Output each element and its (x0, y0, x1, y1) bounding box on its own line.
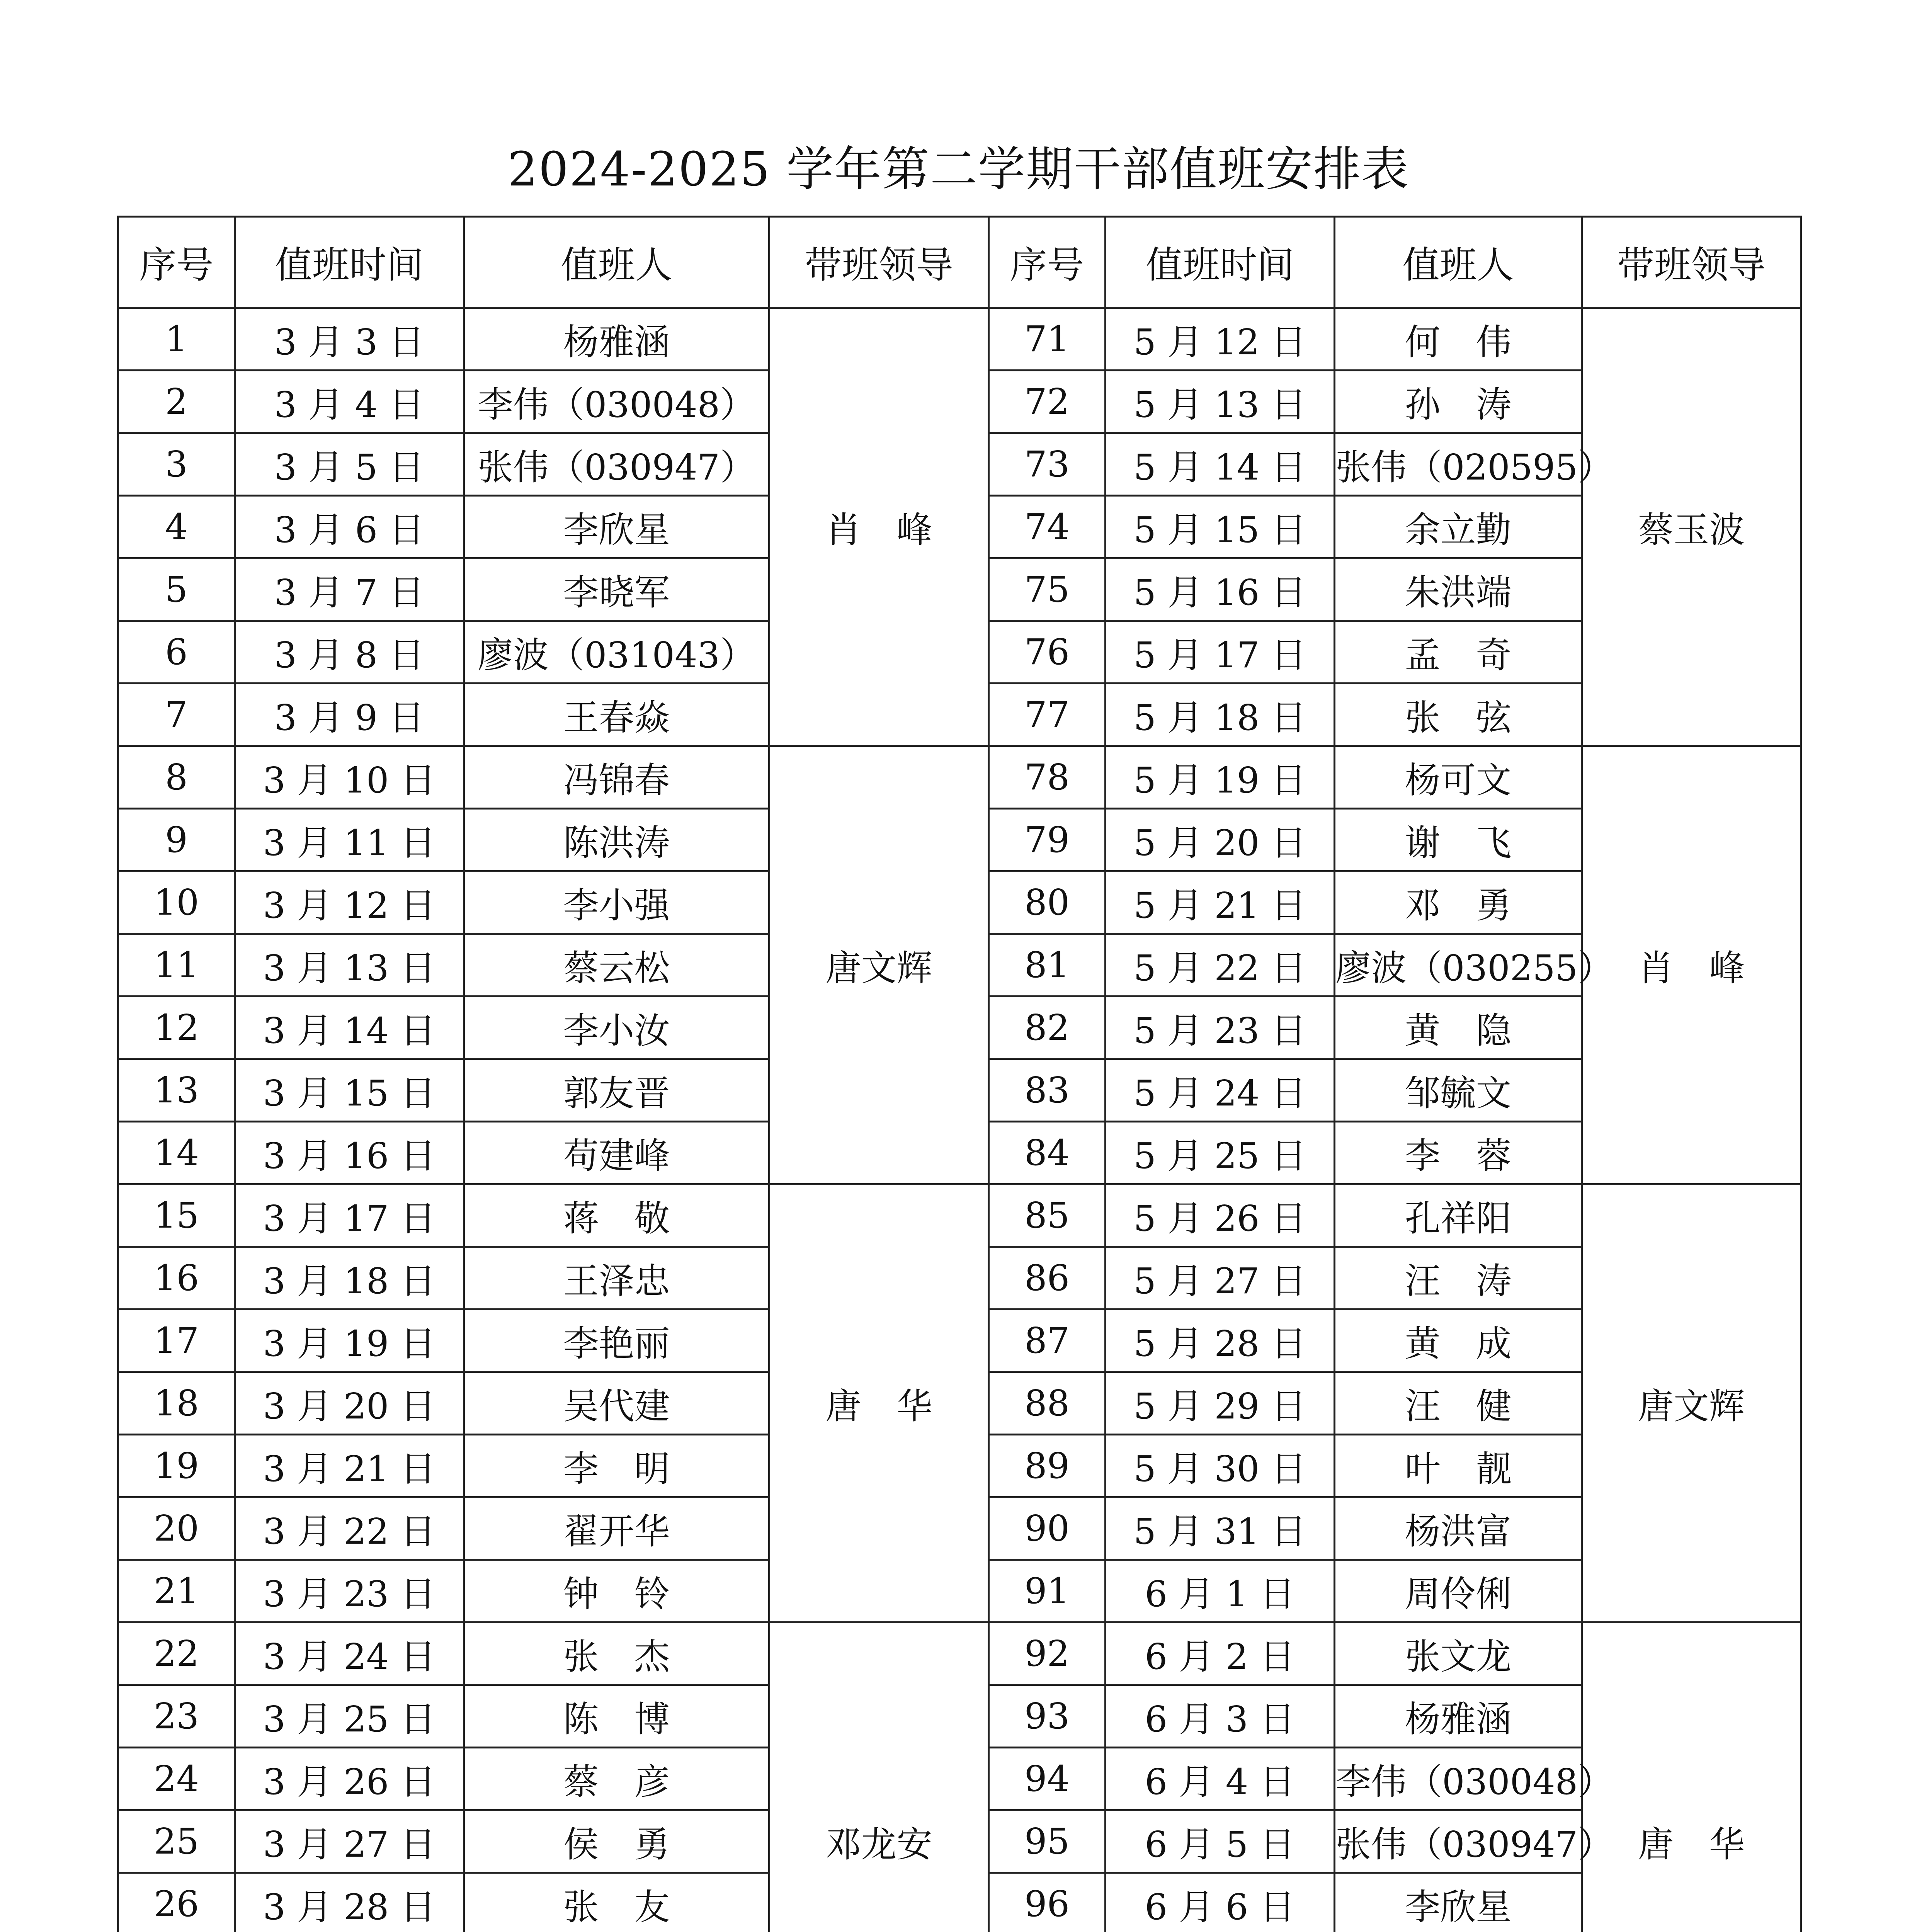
table-row (118, 1184, 1801, 1247)
seq-number-cell: 1 (118, 308, 235, 371)
seq-number-cell: 82 (989, 997, 1106, 1059)
seq-number-cell: 22 (118, 1622, 235, 1685)
duty-date-cell: 3 月 28 日 (235, 1873, 464, 1932)
duty-date-cell: 5 月 12 日 (1106, 308, 1335, 371)
duty-date-cell: 5 月 15 日 (1106, 496, 1335, 558)
seq-number-cell: 16 (118, 1247, 235, 1310)
duty-date-cell: 3 月 17 日 (235, 1184, 464, 1247)
duty-person-cell: 李 明 (464, 1435, 769, 1497)
column-header: 值班人 (464, 217, 769, 308)
duty-person-cell: 李艳丽 (464, 1310, 769, 1372)
duty-person-cell: 王春焱 (464, 684, 769, 746)
duty-person-cell: 陈 博 (464, 1685, 769, 1748)
seq-number-cell: 91 (989, 1560, 1106, 1622)
duty-date-cell: 5 月 20 日 (1106, 809, 1335, 871)
duty-date-cell: 3 月 13 日 (235, 934, 464, 997)
seq-number-cell: 9 (118, 809, 235, 871)
table-row (118, 746, 1801, 809)
duty-person-cell: 孔祥阳 (1335, 1184, 1582, 1247)
duty-date-cell: 5 月 22 日 (1106, 934, 1335, 997)
duty-person-cell: 吴代建 (464, 1372, 769, 1435)
column-header: 值班时间 (235, 217, 464, 308)
duty-date-cell: 5 月 29 日 (1106, 1372, 1335, 1435)
duty-date-cell: 3 月 24 日 (235, 1622, 464, 1685)
duty-person-cell: 钟 铃 (464, 1560, 769, 1622)
seq-number-cell: 90 (989, 1497, 1106, 1560)
seq-number-cell: 26 (118, 1873, 235, 1932)
seq-number-cell: 3 (118, 433, 235, 496)
duty-person-cell: 廖波（031043） (464, 621, 769, 684)
duty-person-cell: 郭友晋 (464, 1059, 769, 1122)
duty-person-cell: 叶 靓 (1335, 1435, 1582, 1497)
duty-person-cell: 陈洪涛 (464, 809, 769, 871)
duty-person-cell: 周伶俐 (1335, 1560, 1582, 1622)
duty-person-cell: 杨洪富 (1335, 1497, 1582, 1560)
column-header: 值班人 (1335, 217, 1582, 308)
duty-person-cell: 李晓军 (464, 558, 769, 621)
seq-number-cell: 21 (118, 1560, 235, 1622)
duty-date-cell: 3 月 5 日 (235, 433, 464, 496)
seq-number-cell: 17 (118, 1310, 235, 1372)
column-header: 序号 (989, 217, 1106, 308)
duty-date-cell: 3 月 8 日 (235, 621, 464, 684)
seq-number-cell: 25 (118, 1810, 235, 1873)
column-header: 带班领导 (769, 217, 989, 308)
seq-number-cell: 73 (989, 433, 1106, 496)
duty-person-cell: 李小汝 (464, 997, 769, 1059)
duty-date-cell: 5 月 13 日 (1106, 371, 1335, 433)
duty-person-cell: 朱洪端 (1335, 558, 1582, 621)
duty-date-cell: 3 月 3 日 (235, 308, 464, 371)
duty-date-cell: 5 月 28 日 (1106, 1310, 1335, 1372)
duty-date-cell: 5 月 21 日 (1106, 871, 1335, 934)
duty-person-cell: 张伟（020595） (1335, 433, 1582, 496)
seq-number-cell: 13 (118, 1059, 235, 1122)
seq-number-cell: 7 (118, 684, 235, 746)
duty-date-cell: 6 月 6 日 (1106, 1873, 1335, 1932)
leader-cell: 唐文辉 (1582, 1184, 1801, 1622)
duty-person-cell: 蒋 敬 (464, 1184, 769, 1247)
duty-date-cell: 5 月 26 日 (1106, 1184, 1335, 1247)
seq-number-cell: 6 (118, 621, 235, 684)
duty-date-cell: 3 月 9 日 (235, 684, 464, 746)
seq-number-cell: 10 (118, 871, 235, 934)
duty-person-cell: 张 友 (464, 1873, 769, 1932)
duty-date-cell: 3 月 21 日 (235, 1435, 464, 1497)
leader-cell: 唐 华 (769, 1184, 989, 1622)
duty-person-cell: 余立勤 (1335, 496, 1582, 558)
seq-number-cell: 85 (989, 1184, 1106, 1247)
duty-date-cell: 3 月 23 日 (235, 1560, 464, 1622)
duty-date-cell: 3 月 14 日 (235, 997, 464, 1059)
duty-date-cell: 6 月 4 日 (1106, 1748, 1335, 1810)
duty-person-cell: 李小强 (464, 871, 769, 934)
seq-number-cell: 88 (989, 1372, 1106, 1435)
duty-date-cell: 3 月 15 日 (235, 1059, 464, 1122)
seq-number-cell: 12 (118, 997, 235, 1059)
duty-person-cell: 黄 成 (1335, 1310, 1582, 1372)
seq-number-cell: 5 (118, 558, 235, 621)
seq-number-cell: 14 (118, 1122, 235, 1184)
duty-person-cell: 廖波（030255） (1335, 934, 1582, 997)
seq-number-cell: 75 (989, 558, 1106, 621)
header-row (118, 217, 1801, 308)
duty-person-cell: 张伟（030947） (1335, 1810, 1582, 1873)
seq-number-cell: 84 (989, 1122, 1106, 1184)
duty-date-cell: 6 月 2 日 (1106, 1622, 1335, 1685)
seq-number-cell: 86 (989, 1247, 1106, 1310)
seq-number-cell: 23 (118, 1685, 235, 1748)
duty-schedule-table (117, 216, 1802, 1932)
leader-cell: 唐文辉 (769, 746, 989, 1184)
leader-cell: 唐 华 (1582, 1622, 1801, 1932)
table-row (118, 1622, 1801, 1685)
seq-number-cell: 80 (989, 871, 1106, 934)
seq-number-cell: 8 (118, 746, 235, 809)
duty-date-cell: 3 月 22 日 (235, 1497, 464, 1560)
duty-date-cell: 5 月 19 日 (1106, 746, 1335, 809)
duty-date-cell: 6 月 3 日 (1106, 1685, 1335, 1748)
duty-person-cell: 杨可文 (1335, 746, 1582, 809)
seq-number-cell: 71 (989, 308, 1106, 371)
duty-date-cell: 3 月 16 日 (235, 1122, 464, 1184)
duty-person-cell: 邓 勇 (1335, 871, 1582, 934)
duty-person-cell: 李欣星 (464, 496, 769, 558)
duty-person-cell: 蔡 彦 (464, 1748, 769, 1810)
duty-person-cell: 李 蓉 (1335, 1122, 1582, 1184)
seq-number-cell: 74 (989, 496, 1106, 558)
duty-date-cell: 3 月 11 日 (235, 809, 464, 871)
duty-person-cell: 汪 健 (1335, 1372, 1582, 1435)
column-header: 值班时间 (1106, 217, 1335, 308)
seq-number-cell: 96 (989, 1873, 1106, 1932)
duty-person-cell: 苟建峰 (464, 1122, 769, 1184)
leader-cell: 邓龙安 (769, 1622, 989, 1932)
leader-cell: 肖 峰 (769, 308, 989, 746)
duty-date-cell: 5 月 27 日 (1106, 1247, 1335, 1310)
leader-cell: 肖 峰 (1582, 746, 1801, 1184)
seq-number-cell: 77 (989, 684, 1106, 746)
leader-cell: 蔡玉波 (1582, 308, 1801, 746)
duty-date-cell: 5 月 16 日 (1106, 558, 1335, 621)
duty-person-cell: 何 伟 (1335, 308, 1582, 371)
duty-date-cell: 5 月 23 日 (1106, 997, 1335, 1059)
duty-person-cell: 汪 涛 (1335, 1247, 1582, 1310)
table-row (118, 308, 1801, 371)
column-header: 序号 (118, 217, 235, 308)
seq-number-cell: 93 (989, 1685, 1106, 1748)
seq-number-cell: 76 (989, 621, 1106, 684)
seq-number-cell: 87 (989, 1310, 1106, 1372)
duty-date-cell: 3 月 18 日 (235, 1247, 464, 1310)
duty-person-cell: 李伟（030048） (464, 371, 769, 433)
seq-number-cell: 94 (989, 1748, 1106, 1810)
seq-number-cell: 24 (118, 1748, 235, 1810)
seq-number-cell: 2 (118, 371, 235, 433)
column-header: 带班领导 (1582, 217, 1801, 308)
duty-date-cell: 3 月 6 日 (235, 496, 464, 558)
duty-person-cell: 孙 涛 (1335, 371, 1582, 433)
duty-person-cell: 张文龙 (1335, 1622, 1582, 1685)
duty-date-cell: 3 月 25 日 (235, 1685, 464, 1748)
duty-person-cell: 杨雅涵 (464, 308, 769, 371)
seq-number-cell: 18 (118, 1372, 235, 1435)
duty-date-cell: 5 月 17 日 (1106, 621, 1335, 684)
duty-person-cell: 黄 隐 (1335, 997, 1582, 1059)
duty-person-cell: 张 弦 (1335, 684, 1582, 746)
duty-date-cell: 5 月 30 日 (1106, 1435, 1335, 1497)
seq-number-cell: 79 (989, 809, 1106, 871)
seq-number-cell: 78 (989, 746, 1106, 809)
duty-date-cell: 3 月 7 日 (235, 558, 464, 621)
duty-date-cell: 5 月 25 日 (1106, 1122, 1335, 1184)
duty-person-cell: 杨雅涵 (1335, 1685, 1582, 1748)
seq-number-cell: 11 (118, 934, 235, 997)
seq-number-cell: 89 (989, 1435, 1106, 1497)
seq-number-cell: 15 (118, 1184, 235, 1247)
duty-date-cell: 5 月 31 日 (1106, 1497, 1335, 1560)
duty-person-cell: 张 杰 (464, 1622, 769, 1685)
seq-number-cell: 4 (118, 496, 235, 558)
duty-date-cell: 3 月 10 日 (235, 746, 464, 809)
duty-date-cell: 5 月 18 日 (1106, 684, 1335, 746)
duty-person-cell: 李欣星 (1335, 1873, 1582, 1932)
duty-date-cell: 3 月 26 日 (235, 1748, 464, 1810)
duty-date-cell: 3 月 27 日 (235, 1810, 464, 1873)
seq-number-cell: 81 (989, 934, 1106, 997)
duty-person-cell: 孟 奇 (1335, 621, 1582, 684)
duty-person-cell: 张伟（030947） (464, 433, 769, 496)
duty-person-cell: 李伟（030048） (1335, 1748, 1582, 1810)
duty-date-cell: 6 月 1 日 (1106, 1560, 1335, 1622)
duty-person-cell: 侯 勇 (464, 1810, 769, 1873)
duty-date-cell: 3 月 19 日 (235, 1310, 464, 1372)
duty-date-cell: 3 月 20 日 (235, 1372, 464, 1435)
seq-number-cell: 95 (989, 1810, 1106, 1873)
duty-date-cell: 5 月 24 日 (1106, 1059, 1335, 1122)
duty-date-cell: 6 月 5 日 (1106, 1810, 1335, 1873)
duty-person-cell: 邹毓文 (1335, 1059, 1582, 1122)
duty-date-cell: 3 月 12 日 (235, 871, 464, 934)
seq-number-cell: 92 (989, 1622, 1106, 1685)
seq-number-cell: 83 (989, 1059, 1106, 1122)
duty-person-cell: 蔡云松 (464, 934, 769, 997)
seq-number-cell: 19 (118, 1435, 235, 1497)
duty-person-cell: 翟开华 (464, 1497, 769, 1560)
duty-person-cell: 谢 飞 (1335, 809, 1582, 871)
duty-person-cell: 王泽忠 (464, 1247, 769, 1310)
duty-person-cell: 冯锦春 (464, 746, 769, 809)
duty-date-cell: 3 月 4 日 (235, 371, 464, 433)
page-title: 2024-2025 学年第二学期干部值班安排表 (508, 142, 1409, 197)
seq-number-cell: 20 (118, 1497, 235, 1560)
seq-number-cell: 72 (989, 371, 1106, 433)
duty-date-cell: 5 月 14 日 (1106, 433, 1335, 496)
